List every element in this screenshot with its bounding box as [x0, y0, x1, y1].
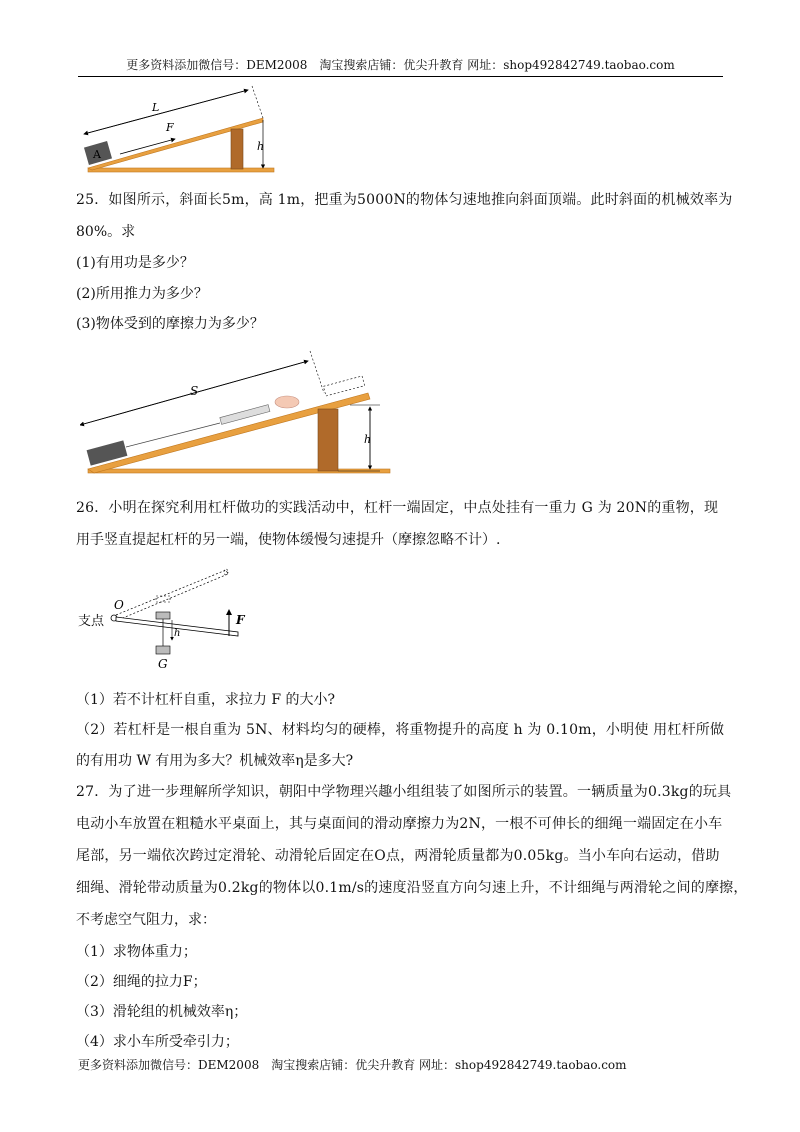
label-a: A [93, 148, 101, 161]
q27-line-5: 不考虑空气阻力，求： [76, 912, 216, 928]
q26-sub-2a: （2）若杠杆是一根自重为 5N、材料均匀的硬棒，将重物提升的高度 h 为 0.10m，小明使 用杠杆所做 [76, 722, 725, 738]
q25-sub-2: (2)所用推力为多少？ [76, 286, 208, 302]
figure-incline-1 [80, 84, 280, 176]
weight-g [156, 646, 170, 654]
q26-line-2: 用手竖直提起杠杆的另一端，使物体缓慢匀速提升（摩擦忽略不计）. [76, 532, 501, 548]
q26-line-1: 26．小明在探究利用杠杆做功的实践活动中，杠杆一端固定，中点处挂有一重力 G 为 20N的重物，现 [76, 500, 719, 516]
page-footer: 更多资料添加微信号：DEM2008 淘宝搜索店铺：优尖升教育 网址：shop492842749.taobao.com [78, 1058, 627, 1072]
label-o: O [114, 598, 124, 612]
label-l: L [152, 101, 160, 114]
figure-incline-2 [80, 345, 400, 480]
label-h2: h [364, 433, 372, 446]
label-f3: F [236, 613, 245, 627]
q27-sub-2: （2）细绳的拉力F； [76, 974, 207, 990]
q26-sub-2b: 的有用功 W 有用为多大？机械效率η是多大? [76, 753, 354, 769]
hand [275, 396, 299, 408]
q25-line-1: 25．如图所示，斜面长5m，高 1m，把重为5000N的物体匀速地推向斜面顶端。此时斜面的机械效率为 [76, 192, 733, 208]
q27-sub-4: （4）求小车所受牵引力； [76, 1034, 239, 1050]
q25-sub-3: (3)物体受到的摩擦力为多少？ [76, 316, 264, 332]
label-h3: h [174, 628, 181, 639]
figure-lever [78, 562, 268, 672]
q26-sub-1: （1）若不计杠杆自重，求拉力 F 的大小? [76, 692, 336, 708]
q27-sub-1: （1）求物体重力； [76, 944, 197, 960]
label-f: F [166, 121, 174, 134]
q25-line-2: 80%。求 [76, 224, 136, 240]
page-header: 更多资料添加微信号：DEM2008 淘宝搜索店铺：优尖升教育 网址：shop492842749.taobao.com [78, 56, 723, 77]
label-s: S [190, 384, 199, 398]
q27-line-3: 尾部，另一端依次跨过定滑轮、动滑轮后固定在O点，两滑轮质量都为0.05kg。当小车向右运动，借助 [76, 848, 720, 864]
q27-line-4: 细绳、滑轮带动质量为0.2kg的物体以0.1m/s的速度沿竖直方向匀速上升，不计细绳与两滑轮之间的摩擦， [76, 880, 748, 896]
q25-sub-1: (1)有用功是多少？ [76, 255, 194, 271]
label-h: h [257, 140, 265, 153]
q27-line-2: 电动小车放置在粗糙水平桌面上，其与桌面间的滑动摩擦力为2N，一根不可伸长的细绳一端固定在小车 [76, 816, 723, 832]
q27-line-1: 27．为了进一步理解所学知识，朝阳中学物理兴趣小组组装了如图所示的装置。一辆质量为0.3kg的玩具 [76, 784, 732, 800]
q27-sub-3: （3）滑轮组的机械效率η； [76, 1004, 248, 1020]
label-pivot: 支点 [78, 614, 105, 629]
label-g: G [158, 657, 168, 671]
